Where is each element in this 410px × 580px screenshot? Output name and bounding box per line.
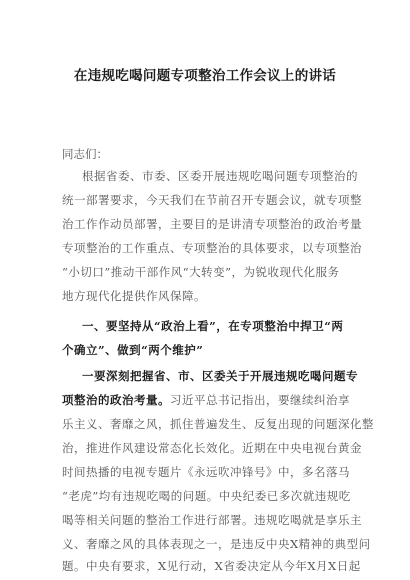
body-line: 义、奢靡之风的具体表现之一，是违反中央X精神的典型问 [62,537,371,551]
body-text: 习近平总书记指出，要继续纠治享 [170,393,350,407]
body-line: 喝等相关问题的整治工作进行部署。违规吃喝就是享乐主 [62,513,362,527]
section-heading: 一、要坚持从“政治上看”，在专项整治中捍卫“两 [82,319,344,333]
body-line: 治工作作动员部署，主要目的是讲清专项整治的政治考量 [62,217,362,231]
paragraph-lead-end: 项整治的政治考量。 [62,393,170,407]
paragraph-lead: 一要深刻把握省、市、区委关于开展违规吃喝问题专 [82,369,358,383]
body-line: 乐主义、奢靡之风，抓住普遍发生、反复出现的问题深化整 [62,417,374,431]
body-line: 专项整治的工作重点、专项整治的具体要求，以专项整治 [62,241,362,255]
body-line: “老虎”均有违规吃喝的问题。中央纪委已多次就违规吃 [62,489,351,503]
salutation: 同志们： [62,147,108,161]
body-line: “小切口”推动干部作风“大转变”，为锐收现代化服务 [62,265,340,279]
body-line: 治，推进作风建设常态化长效化。近期在中央电视台黄金 [62,441,362,455]
body-line: 根据省委、市委、区委开展违规吃喝问题专项整治的 [82,169,358,183]
section-heading: 个确立”、做到“两个维护” [62,343,204,357]
body-line: 题。中央有要求，X见行动，X省委决定从今年X月X日起 [62,559,361,573]
body-line: 地方现代化提供作风保障。 [62,289,206,303]
document-title: 在违规吃喝问题专项整治工作会议上的讲话 [73,68,337,84]
body-line [62,392,354,408]
body-line: 时间热播的电视专题片《永远吹冲锋号》中，多名落马 [62,465,350,479]
body-line: 统一部署要求，今天我们在节前召开专题会议，就专项整 [62,193,362,207]
